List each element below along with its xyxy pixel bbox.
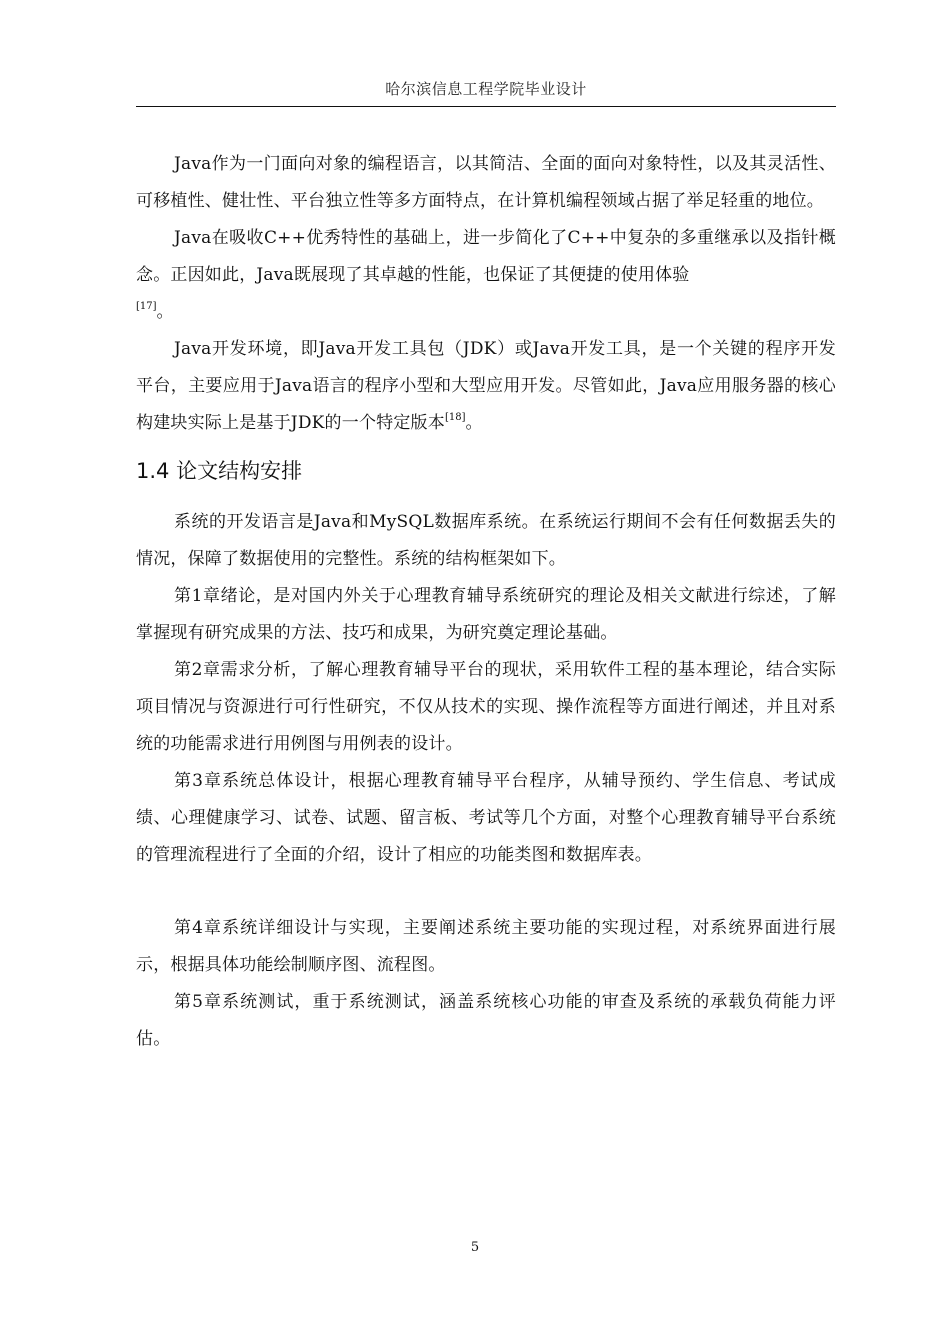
paragraph-chapter-1: 第1章绪论，是对国内外关于心理教育辅导系统研究的理论及相关文献进行综述，了解掌握现有研究成果的方法、技巧和成果，为研究奠定理论基础。 — [136, 586, 836, 643]
page-number: 5 — [470, 1240, 480, 1255]
running-header: 哈尔滨信息工程学院毕业设计 — [385, 80, 587, 98]
paragraph-java-jdk: Java开发环境，即Java开发工具包（JDK）或Java开发工具，是一个关键的程序开发平台，主要应用于Java语言的程序小型和大型应用开发。尽管如此，Java应用服务器的核心构建块实际上是基于JDK的一个特定版本[18]。 — [136, 339, 836, 433]
paragraph-java-intro: Java作为一门面向对象的编程语言，以其简洁、全面的面向对象特性，以及其灵活性、可移植性、健壮性、平台独立性等多方面特点，在计算机编程领域占据了举足轻重的地位。 — [136, 154, 836, 211]
paragraph-chapter-5: 第5章系统测试，重于系统测试，涵盖系统核心功能的审查及系统的承载负荷能力评估。 — [136, 992, 836, 1049]
paragraph-chapter-4: 第4章系统详细设计与实现，主要阐述系统主要功能的实现过程，对系统界面进行展示，根据具体功能绘制顺序图、流程图。 — [136, 918, 836, 975]
header-rule — [136, 106, 836, 107]
citation-ref-18: [18] — [444, 412, 466, 423]
paragraph-java-cpp: Java在吸收C++优秀特性的基础上，进一步简化了C++中复杂的多重继承以及指针概念。正因如此，Java既展现了其卓越的性能，也保证了其便捷的使用体验 [17]。 — [136, 228, 836, 322]
section-heading: 1.4 论文结构安排 — [136, 459, 303, 483]
blank-line — [136, 874, 836, 910]
citation-ref-17: [17] — [136, 301, 157, 312]
paragraph-chapter-3: 第3章系统总体设计，根据心理教育辅导平台程序，从辅导预约、学生信息、考试成绩、心理健康学习、试卷、试题、留言板、考试等几个方面，对整个心理教育辅导平台系统的管理流程进行了全面的介绍，设计了相应的功能类图和数据库表。 — [136, 771, 836, 865]
paragraph-chapter-2: 第2章需求分析，了解心理教育辅导平台的现状，采用软件工程的基本理论，结合实际项目情况与资源进行可行性研究，不仅从技术的实现、操作流程等方面进行阐述，并且对系统的功能需求进行用例图与用例表的设计。 — [136, 660, 836, 754]
page-body — [136, 146, 836, 1058]
paragraph-structure-intro: 系统的开发语言是Java和MySQL数据库系统。在系统运行期间不会有任何数据丢失的情况，保障了数据使用的完整性。系统的结构框架如下。 — [136, 512, 836, 569]
